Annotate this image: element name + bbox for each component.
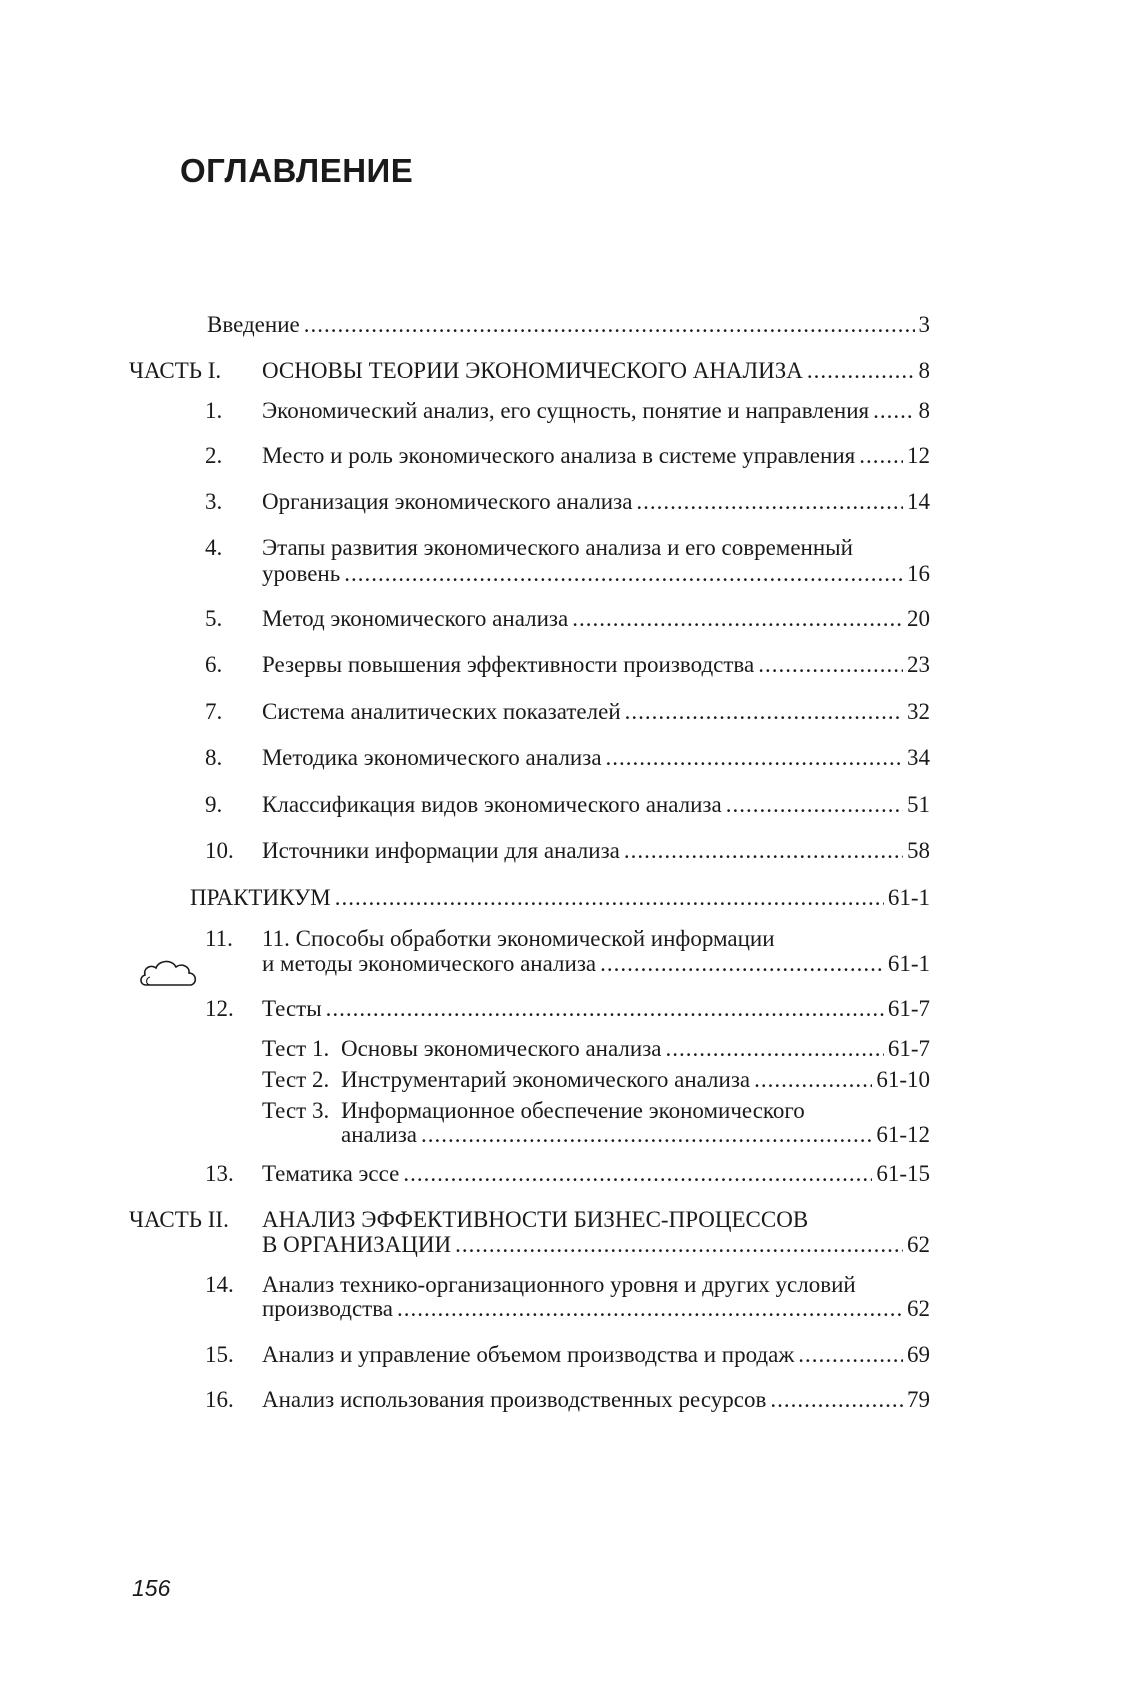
toc-leader xyxy=(636,489,903,515)
toc-entry-title-line-1[interactable]: Анализ технико-организационного уровня и других условий xyxy=(262,1272,856,1297)
toc-page: 8 xyxy=(918,398,930,423)
toc-page: 61-12 xyxy=(876,1122,930,1147)
toc-page: 61-15 xyxy=(876,1161,930,1186)
toc-entry-number: 3. xyxy=(205,489,223,514)
toc-leader xyxy=(665,1036,883,1062)
toc-entry-title: Место и роль экономического анализа в системе управления xyxy=(262,443,856,468)
toc-page: 8 xyxy=(918,358,930,383)
toc-entry-13[interactable] xyxy=(262,1161,930,1187)
toc-leader xyxy=(859,443,903,469)
toc-page: 23 xyxy=(907,652,930,677)
toc-entry-3[interactable] xyxy=(262,489,930,515)
toc-leader xyxy=(624,838,903,864)
toc-leader xyxy=(403,1161,872,1187)
toc-entry-number: 14. xyxy=(205,1272,234,1297)
toc-page: 32 xyxy=(907,699,930,724)
toc-entry-title-line-2: и методы экономического анализа xyxy=(262,951,597,976)
toc-entry-title: Анализ и управление объемом производства и продаж xyxy=(262,1342,795,1367)
toc-leader xyxy=(304,312,915,338)
toc-page: 62 xyxy=(907,1232,930,1257)
toc-entry-16[interactable] xyxy=(262,1387,930,1413)
toc-leader xyxy=(600,951,884,977)
toc-entry-title: Метод экономического анализа xyxy=(262,606,569,631)
toc-entry-title: Источники информации для анализа xyxy=(262,838,620,863)
toc-page: 61-10 xyxy=(876,1067,930,1092)
toc-entry-5[interactable] xyxy=(262,606,930,632)
toc-entry-4[interactable] xyxy=(262,561,930,587)
toc-entry-15[interactable] xyxy=(262,1342,930,1368)
toc-entry-part-2[interactable] xyxy=(262,1232,930,1258)
toc-entry-6[interactable] xyxy=(262,652,930,678)
toc-leader xyxy=(397,1296,903,1322)
toc-entry-number: 5. xyxy=(205,606,223,631)
toc-entry-title-line-1[interactable]: Этапы развития экономического анализа и его современный xyxy=(262,535,853,560)
toc-entry-number: 12. xyxy=(205,996,234,1021)
toc-page: 69 xyxy=(907,1342,930,1367)
toc-test-number: Тест 2. xyxy=(262,1067,330,1092)
toc-leader xyxy=(625,699,903,725)
toc-entry-title: Анализ использования производственных ресурсов xyxy=(262,1387,767,1412)
toc-entry-title: Инструментарий экономического анализа xyxy=(341,1067,751,1092)
toc-entry-number: 2. xyxy=(205,443,223,468)
toc-entry-title: ОСНОВЫ ТЕОРИИ ЭКОНОМИЧЕСКОГО АНАЛИЗА xyxy=(262,358,803,383)
toc-leader xyxy=(726,792,903,818)
toc-leader xyxy=(344,561,903,587)
toc-entry-title-line-2: анализа xyxy=(341,1122,418,1147)
toc-entry-14[interactable] xyxy=(262,1296,930,1322)
toc-entry-7[interactable] xyxy=(262,699,930,725)
toc-page: 62 xyxy=(907,1296,930,1321)
toc-entry-test-3[interactable] xyxy=(341,1122,930,1148)
toc-entry-practicum[interactable] xyxy=(190,885,930,911)
toc-leader xyxy=(873,398,914,424)
toc-entry-title-line-2: уровень xyxy=(262,561,341,586)
page-number: 156 xyxy=(132,1575,171,1601)
toc-part-number: ЧАСТЬ II. xyxy=(129,1207,229,1232)
toc-leader xyxy=(758,652,903,678)
toc-page: 3 xyxy=(918,312,930,337)
toc-entry-number: 1. xyxy=(205,398,223,423)
toc-leader xyxy=(326,996,884,1022)
toc-entry-2[interactable] xyxy=(262,443,930,469)
toc-page: 79 xyxy=(907,1387,930,1412)
toc-leader xyxy=(798,1342,903,1368)
toc-entry-number: 16. xyxy=(205,1387,234,1412)
page-title: ОГЛАВЛЕНИЕ xyxy=(180,152,414,189)
toc-entry-title: Экономический анализ, его сущность, понятие и направления xyxy=(262,398,870,423)
toc-test-number: Тест 3. xyxy=(262,1098,330,1123)
toc-entry-number: 13. xyxy=(205,1161,234,1186)
toc-entry-title: Тесты xyxy=(262,996,322,1021)
toc-leader xyxy=(606,745,903,771)
toc-entry-title: Тематика эссе xyxy=(262,1161,400,1186)
toc-entry-test-2[interactable] xyxy=(341,1067,930,1093)
toc-entry-test-1[interactable] xyxy=(341,1036,930,1062)
toc-page: 61-1 xyxy=(887,885,930,910)
toc-entry-9[interactable] xyxy=(262,792,930,818)
toc-entry-number: 15. xyxy=(205,1342,234,1367)
toc-entry-title-line-1[interactable]: Информационное обеспечение экономического xyxy=(341,1098,805,1123)
toc-page: 61-1 xyxy=(887,951,930,976)
toc-entry-number: 7. xyxy=(205,699,223,724)
toc-entry-12[interactable] xyxy=(262,996,930,1022)
toc-leader xyxy=(807,358,915,384)
toc-entry-title-line-2: В ОРГАНИЗАЦИИ xyxy=(262,1232,452,1257)
toc-entry-8[interactable] xyxy=(262,745,930,771)
toc-page: 16 xyxy=(907,561,930,586)
toc-entry-title: ПРАКТИКУМ xyxy=(190,885,331,910)
toc-entry-part-1[interactable] xyxy=(262,358,930,384)
toc-entry-title: Введение xyxy=(207,312,300,337)
toc-entry-title: Основы экономического анализа xyxy=(341,1036,662,1061)
toc-page: 58 xyxy=(907,838,930,863)
toc-page: 61-7 xyxy=(887,996,930,1021)
toc-entry-11[interactable] xyxy=(262,951,930,977)
toc-entry-number: 11. xyxy=(205,926,233,951)
toc-test-number: Тест 1. xyxy=(262,1036,330,1061)
toc-entry-title-line-1[interactable]: 11. Способы обработки экономической информации xyxy=(262,926,775,951)
toc-entry-10[interactable] xyxy=(262,838,930,864)
toc-entry-title-line-2: производства xyxy=(262,1296,393,1321)
toc-page: 14 xyxy=(907,489,930,514)
toc-entry-title-line-1[interactable]: АНАЛИЗ ЭФФЕКТИВНОСТИ БИЗНЕС-ПРОЦЕССОВ xyxy=(262,1207,809,1232)
toc-entry-number: 6. xyxy=(205,652,223,677)
toc-page: 61-7 xyxy=(887,1036,930,1061)
toc-entry-title: Методика экономического анализа xyxy=(262,745,602,770)
toc-page: 34 xyxy=(907,745,930,770)
toc-entry-title: Система аналитических показателей xyxy=(262,699,621,724)
toc-leader xyxy=(335,885,884,911)
toc-page: 12 xyxy=(907,443,930,468)
toc-entry-number: 10. xyxy=(205,838,234,863)
toc-entry-number: 4. xyxy=(205,535,223,560)
toc-entry-title: Организация экономического анализа xyxy=(262,489,633,514)
toc-leader xyxy=(770,1387,903,1413)
toc-entry-introduction[interactable] xyxy=(207,312,930,338)
cloud-icon xyxy=(138,955,200,989)
toc-page: 51 xyxy=(907,792,930,817)
toc-page: 20 xyxy=(907,606,930,631)
toc-leader xyxy=(421,1122,872,1148)
toc-entry-title: Классификация видов экономического анализа xyxy=(262,792,722,817)
toc-entry-1[interactable] xyxy=(262,398,930,424)
toc-leader xyxy=(455,1232,903,1258)
toc-entry-number: 9. xyxy=(205,792,223,817)
toc-entry-number: 8. xyxy=(205,745,223,770)
toc-entry-title: Резервы повышения эффективности производства xyxy=(262,652,755,677)
toc-leader xyxy=(754,1067,872,1093)
toc-leader xyxy=(572,606,903,632)
toc-part-number: ЧАСТЬ I. xyxy=(129,358,222,383)
